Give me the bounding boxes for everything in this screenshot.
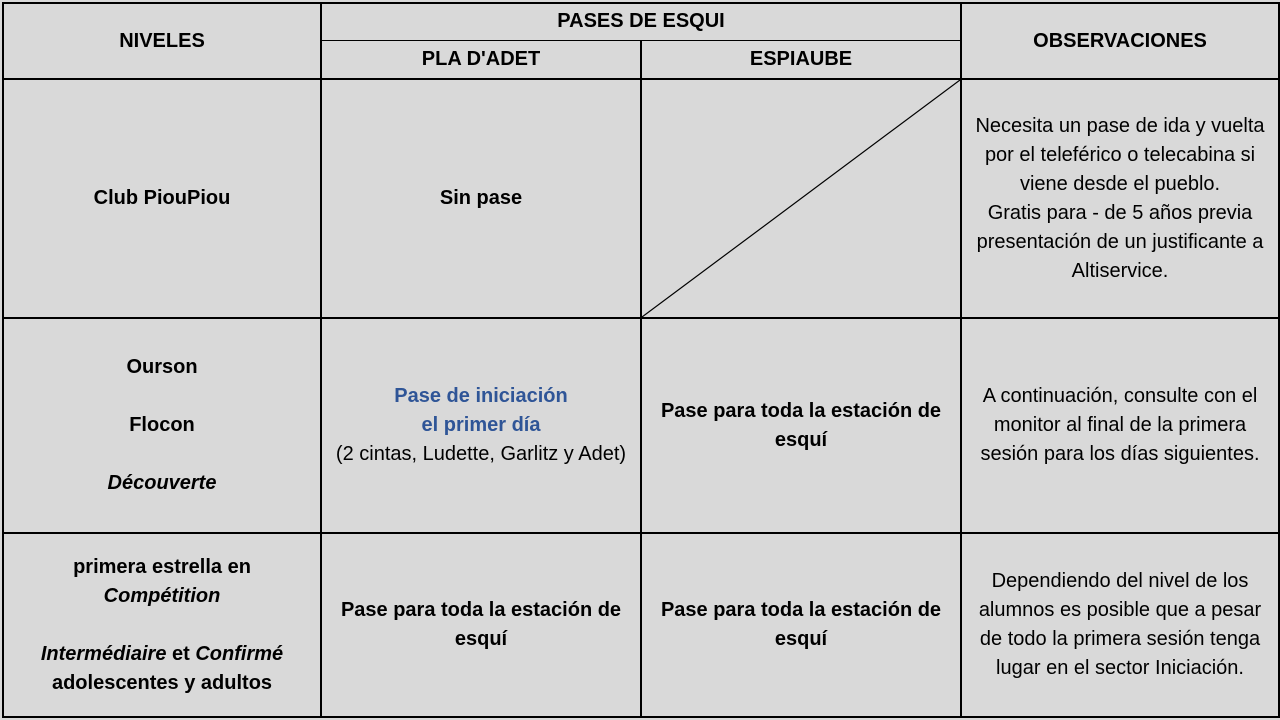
level-connector: et (166, 642, 196, 665)
header-pases-de-esqui: PASES DE ESQUI (321, 3, 961, 40)
observaciones-cell (961, 79, 1279, 318)
pass-label: el primer día (421, 414, 541, 436)
observaciones-cell (961, 318, 1279, 533)
espiaube-cell (641, 318, 961, 533)
level-intermediaire: Intermédiaire (40, 642, 167, 665)
table-row (3, 533, 1279, 717)
pass-label: Pase de iniciación (394, 385, 568, 407)
pass-label: Pase para toda la estación de esquí (340, 599, 622, 650)
pla-dadet-cell (321, 318, 641, 533)
pass-label: Pase para toda la estación de esquí (660, 599, 942, 650)
observaciones-cell (961, 533, 1279, 717)
pass-label: Sin pase (439, 187, 523, 209)
level-ourson: Ourson (126, 356, 198, 378)
level-adolescentes-adultos: adolescentes y adultos (51, 671, 273, 694)
espiaube-cell (641, 533, 961, 717)
level-cell (3, 318, 321, 533)
header-niveles: NIVELES (3, 3, 321, 79)
table-row (3, 79, 1279, 318)
level-confirme: Confirmé (195, 642, 284, 665)
header-observaciones: OBSERVACIONES (961, 3, 1279, 79)
header-pla-dadet: PLA D'ADET (321, 40, 641, 79)
pass-label: Pase para toda la estación de esquí (660, 399, 942, 451)
espiaube-cell-not-applicable (641, 79, 961, 318)
level-decouverte: Découverte (107, 472, 217, 494)
level-club-pioupiou: Club PiouPiou (93, 187, 231, 209)
level-flocon: Flocon (129, 414, 195, 436)
observation-text: A continuación, consulte con el monitor al final de la primera sesión para los días siguientes. (980, 385, 1260, 465)
level-competition: Compétition (103, 584, 221, 607)
ski-pass-table (2, 2, 1280, 718)
observation-text: Dependiendo del nivel de los alumnos es posible que a pesar de todo la primera sesión tenga lugar en el sector Iniciación. (978, 570, 1262, 679)
header-espiaube: ESPIAUBE (641, 40, 961, 79)
level-cell (3, 79, 321, 318)
pass-note: (2 cintas, Ludette, Garlitz y Adet) (335, 443, 627, 465)
table-row (3, 318, 1279, 533)
pla-dadet-cell (321, 533, 641, 717)
pla-dadet-cell (321, 79, 641, 318)
diagonal-strike-line (642, 80, 960, 317)
observation-text: Gratis para - de 5 años previa presentación de un justificante a Altiservice. (976, 201, 1264, 282)
level-cell (3, 533, 321, 717)
observation-text: Necesita un pase de ida y vuelta por el teleférico o telecabina si viene desde el pueblo. (975, 114, 1265, 195)
level-primera-estrella: primera estrella en (73, 555, 251, 578)
